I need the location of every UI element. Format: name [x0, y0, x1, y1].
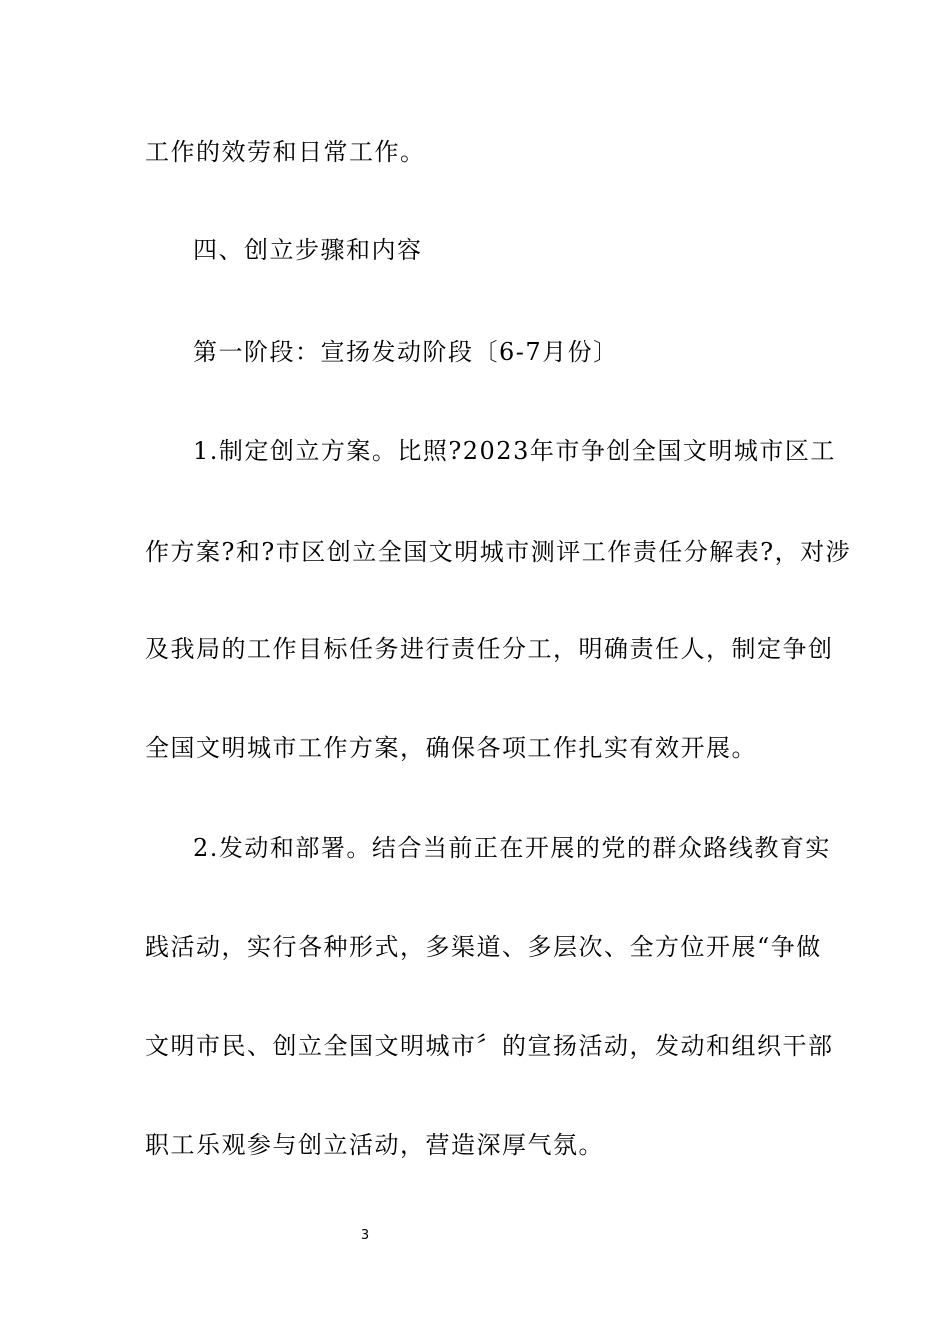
- section-heading: 四、创立步骤和内容: [193, 236, 423, 264]
- paragraph-line: 作方案?和?市区创立全国文明城市测评工作责任分解表?，对涉: [145, 538, 852, 566]
- paragraph-line: 文明市民、创立全国文明城市〞的宣扬活动，发动和组织干部: [145, 1032, 834, 1060]
- paragraph-line: 工作的效劳和日常工作。: [145, 138, 426, 166]
- page-number: 3: [360, 1228, 370, 1243]
- paragraph-line: 1.制定创立方案。比照?2023年市争创全国文明城市区工: [193, 437, 836, 465]
- paragraph-line: 2.发动和部署。结合当前正在开展的党的群众路线教育实: [193, 834, 831, 862]
- paragraph-line: 及我局的工作目标任务进行责任分工，明确责任人，制定争创: [145, 635, 834, 663]
- paragraph-line: 全国文明城市工作方案，确保各项工作扎实有效开展。: [145, 734, 757, 762]
- stage-heading: 第一阶段：宣扬发动阶段〔6-7月份〕: [193, 338, 619, 366]
- paragraph-line: 践活动，实行各种形式，多渠道、多层次、全方位开展“争做: [145, 933, 822, 961]
- paragraph-line: 职工乐观参与创立活动，营造深厚气氛。: [145, 1131, 604, 1159]
